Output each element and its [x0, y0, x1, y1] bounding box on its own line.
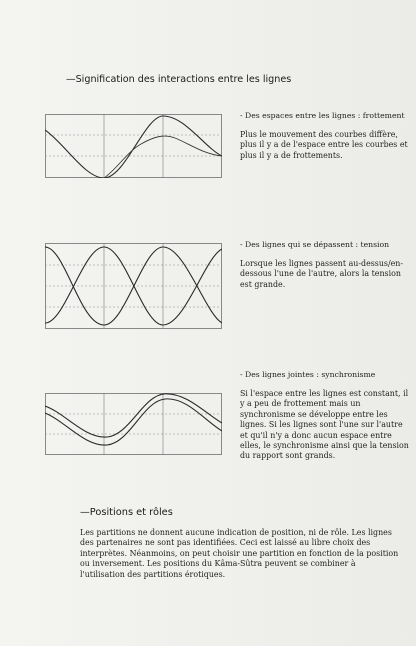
text-block-synchronisme: [240, 370, 412, 462]
graph-frame: [46, 394, 222, 455]
graph-tension: [45, 243, 222, 307]
section-heading-positions: —Positions et rôles: [80, 507, 173, 518]
block-title: - Des lignes qui se dépassent : tension: [240, 240, 390, 249]
block-body: Si l'espace entre les lignes est constant, il y a peu de frottement mais un synchronisme se développe entre les lignes. Si les lignes sont l'une sur l'autre et qu'il n'y a donc aucun espace entre elles, le synchronisme ainsi que la tension du rapport sont grands.: [240, 389, 409, 461]
graph-curve-a: [45, 116, 222, 178]
graph-frottement: [45, 114, 222, 178]
text-block-tension: [240, 240, 412, 290]
graph-frame: [46, 115, 222, 178]
block-body: Plus le mouvement des courbes diffère, plus il y a de l'espace entre les courbes et plus il y a de frottements.: [240, 130, 408, 160]
block-title: - Des lignes jointes : synchronisme: [240, 370, 376, 379]
graph-curve-b: [45, 247, 222, 325]
positions-paragraph: Les partitions ne donnent aucune indication de position, ni de rôle. Les lignes des partenaires ne sont pas identifiées. Ceci est laissé au libre choix des interprètes. Néanmoins, on peut choisir une partition en fonction de la position ou inversement. Les positions du Kâma-Sûtra peuvent se combiner à l'utilisation des partitions érotiques.: [80, 528, 399, 579]
text-block-frottement: [240, 111, 412, 161]
section-heading-interactions: —Signification des interactions entre les lignes: [66, 74, 292, 85]
block-title: - Des espaces entre les lignes : frottement: [240, 111, 405, 120]
graph-synchronisme: [45, 393, 222, 457]
block-body: Lorsque les lignes passent au-dessus/en-dessous l'une de l'autre, alors la tension est grande.: [240, 259, 404, 289]
